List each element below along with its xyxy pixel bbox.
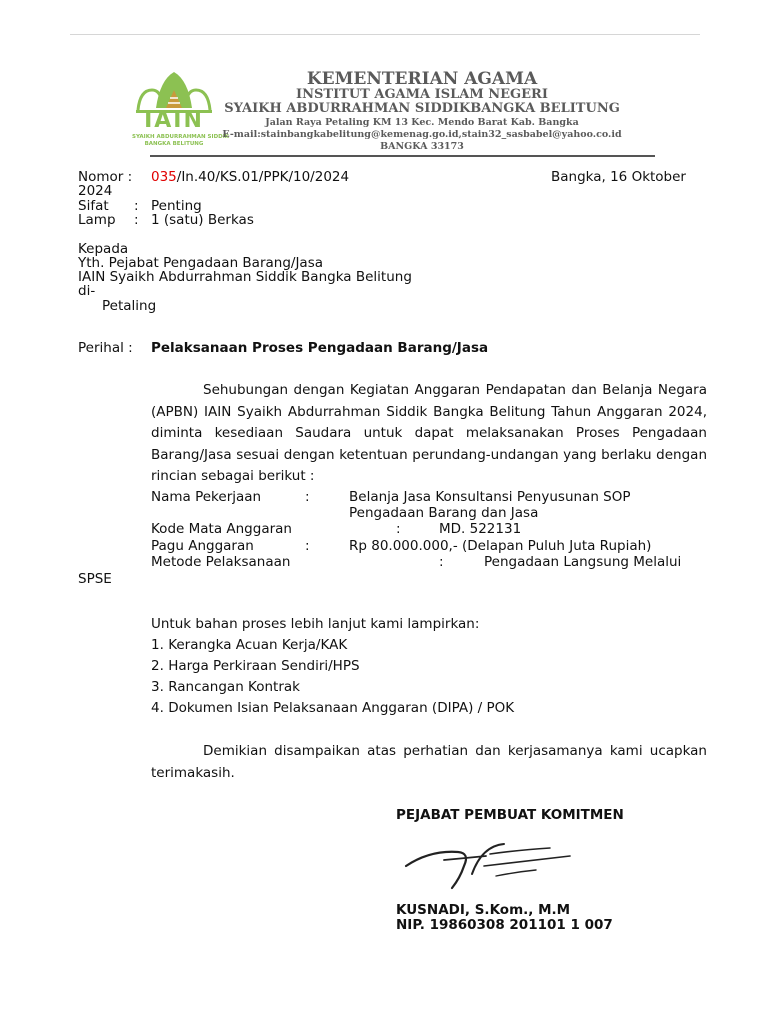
nama-pekerjaan-value1: Belanja Jasa Konsultansi Penyusunan SOP [349, 489, 631, 505]
recipient-line3: di- [78, 283, 96, 299]
nomor-rest: /In.40/KS.01/PPK/10/2024 [176, 169, 350, 185]
attachment-text: Dokumen Isian Pelaksanaan Anggaran (DIPA) / POK [168, 700, 515, 716]
recipient-line4: Petaling [102, 298, 157, 314]
logo-subtext-1: SYAIKH ABDURRAHMAN SIDDIK [132, 134, 230, 140]
nomor-value [151, 169, 349, 185]
logo-subtext-2: BANGKA BELITUNG [144, 141, 204, 147]
lamp-value: 1 (satu) Berkas [151, 212, 254, 228]
letter-date: Bangka, 16 Oktober [551, 169, 686, 185]
attachment-number: 3. [151, 679, 164, 695]
kop-city: BANGKA 33173 [380, 141, 464, 152]
kop-address: Jalan Raya Petaling KM 13 Kec. Mendo Barat Kab. Bangka [265, 117, 579, 128]
kop-email: E-mail:stainbangkabelitung@kemenag.go.id,stain32_sasbabel@yahoo.co.id [222, 129, 622, 140]
kop-divider [150, 155, 655, 157]
closing-paragraph: Demikian disampaikan atas perhatian dan kerjasamanya kami ucapkan terimakasih. [151, 743, 707, 781]
attachment-number: 1. [151, 637, 164, 653]
sifat-label: Sifat [78, 198, 109, 214]
attachment-item [151, 679, 300, 695]
iain-logo [132, 68, 230, 148]
lamp-label: Lamp [78, 212, 116, 228]
kode-mata-anggaran-label: Kode Mata Anggaran [151, 521, 292, 537]
metode-pelaksanaan-colon: : [439, 554, 444, 570]
metode-pelaksanaan-value: Pengadaan Langsung Melalui [484, 554, 682, 570]
page-top-border [70, 34, 700, 35]
attachment-text: Kerangka Acuan Kerja/KAK [168, 637, 348, 653]
recipient-line2: IAIN Syaikh Abdurrahman Siddik Bangka Belitung [78, 269, 412, 285]
signature-title: PEJABAT PEMBUAT KOMITMEN [396, 807, 624, 823]
kop-ministry: KEMENTERIAN AGAMA [306, 69, 538, 89]
pagu-anggaran-label: Pagu Anggaran [151, 538, 254, 554]
nomor-prefix: 035 [151, 169, 177, 185]
recipient-line1: Yth. Pejabat Pengadaan Barang/Jasa [78, 255, 324, 271]
kode-mata-anggaran-colon: : [396, 521, 401, 537]
nama-pekerjaan-label: Nama Pekerjaan [151, 489, 262, 505]
metode-pelaksanaan-cont: SPSE [78, 571, 112, 587]
attachment-item [151, 700, 514, 716]
body-intro: Sehubungan dengan Kegiatan Anggaran Pendapatan dan Belanja Negara (APBN) IAIN Syaikh Abdurrahman Siddik Bangka Belitung Tahun Anggaran 2024, diminta kesediaan Saudara untuk dapat melaksanakan Proses Pengadaan Barang/Jasa sesuai dengan ketentuan perundang-undangan yang berlaku dengan rincian sebagai berikut : [151, 382, 707, 484]
attachment-number: 4. [151, 700, 164, 716]
nomor-year: 2024 [78, 183, 113, 199]
pagu-anggaran-value: Rp 80.000.000,- (Delapan Puluh Juta Rupiah) [349, 538, 652, 554]
metode-pelaksanaan-label: Metode Pelaksanaan [151, 554, 291, 570]
perihal-label: Perihal : [78, 340, 133, 356]
recipient-kepada: Kepada [78, 241, 129, 257]
sifat-colon: : [134, 198, 139, 214]
sifat-value: Penting [151, 198, 202, 214]
lamp-colon: : [134, 212, 139, 228]
nomor-label: Nomor : [78, 169, 133, 185]
attachment-text: Rancangan Kontrak [168, 679, 300, 695]
attachment-text: Harga Perkiraan Sendiri/HPS [168, 658, 360, 674]
nama-pekerjaan-colon: : [305, 489, 310, 505]
kode-mata-anggaran-value: MD. 522131 [439, 521, 522, 537]
attachment-item [151, 637, 347, 653]
perihal-value: Pelaksanaan Proses Pengadaan Barang/Jasa [151, 340, 489, 356]
kop-name: SYAIKH ABDURRAHMAN SIDDIKBANGKA BELITUNG [224, 101, 620, 116]
pagu-anggaran-colon: : [305, 538, 310, 554]
attachment-intro: Untuk bahan proses lebih lanjut kami lampirkan: [151, 616, 480, 632]
attachment-number: 2. [151, 658, 164, 674]
signature-scribble [400, 836, 575, 896]
attachment-item [151, 658, 360, 674]
nama-pekerjaan-value2: Pengadaan Barang dan Jasa [349, 505, 539, 521]
signatory-nip: NIP. 19860308 201101 1 007 [396, 917, 613, 933]
kop-institute: INSTITUT AGAMA ISLAM NEGERI [296, 87, 548, 102]
logo-text: IAIN [144, 108, 204, 133]
signatory-name: KUSNADI, S.Kom., M.M [396, 902, 571, 918]
